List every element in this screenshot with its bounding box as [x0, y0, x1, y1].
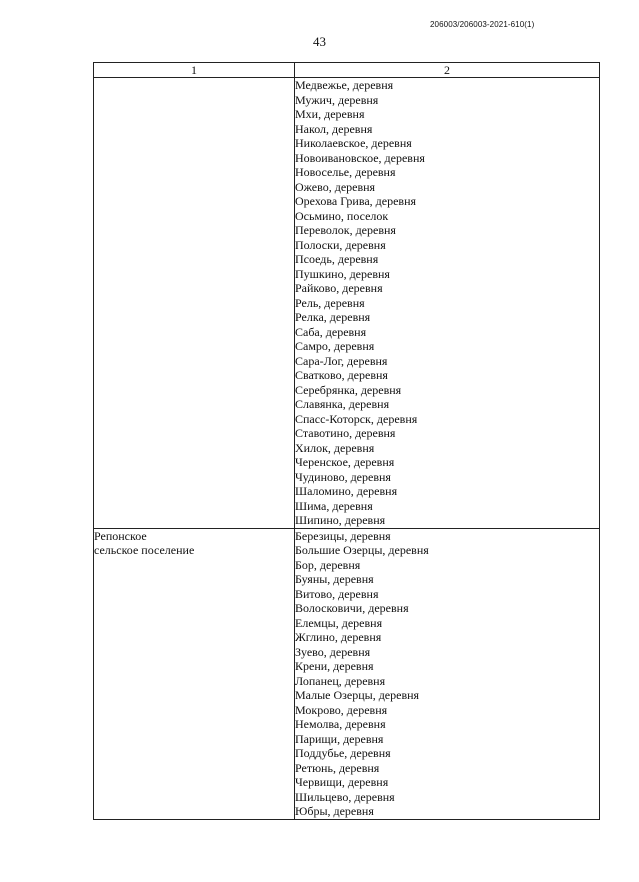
list-item: Релка, деревня — [295, 310, 371, 324]
list-item: Новоселье, деревня — [295, 165, 396, 179]
list-item: Новоивановское, деревня — [295, 150, 425, 165]
document-id: 206003/206003-2021-610(1) — [430, 20, 535, 29]
list-item: Медвежье, деревня — [295, 78, 394, 92]
list-item: Зуево, деревня — [295, 644, 371, 659]
list-item: Малые Озерцы, деревня — [295, 688, 420, 702]
list-item: Мокрово, деревня — [295, 702, 388, 717]
list-item: Славянка, деревня — [295, 397, 390, 411]
list-item: Спасс-Которск, деревня — [295, 411, 418, 426]
list-item: Орехова Грива, деревня — [295, 194, 417, 208]
list-item: Псоедь, деревня — [295, 252, 379, 266]
list-item: Крени, деревня — [295, 659, 374, 673]
settlement-cell — [94, 78, 295, 529]
list-item: Самро, деревня — [295, 339, 375, 353]
list-item: Поддубье, деревня — [295, 746, 391, 760]
list-item: Ожево, деревня — [295, 179, 376, 194]
list-item: Николаевское, деревня — [295, 136, 412, 150]
list-item: Большие Озерцы, деревня — [295, 543, 429, 557]
list-item: Витово, деревня — [295, 586, 379, 601]
places-list — [295, 529, 599, 819]
list-item: Волосковичи, деревня — [295, 601, 409, 615]
list-item: Хилок, деревня — [295, 440, 375, 455]
list-item: Парищи, деревня — [295, 731, 384, 746]
column-header-2: 2 — [295, 63, 600, 78]
list-item: Сара-Лог, деревня — [295, 353, 388, 368]
list-item: Шима, деревня — [295, 498, 373, 513]
list-item: Немолва, деревня — [295, 717, 386, 731]
list-item: Рель, деревня — [295, 295, 365, 310]
column-header-1: 1 — [94, 63, 295, 78]
list-item: Саба, деревня — [295, 324, 367, 339]
list-item: Полоски, деревня — [295, 237, 386, 252]
list-item: Ретюнь, деревня — [295, 760, 380, 775]
settlement-name: Репонское — [94, 528, 147, 543]
list-item: Пушкино, деревня — [295, 266, 390, 281]
list-item: Переволок, деревня — [295, 223, 396, 237]
settlement-cell — [94, 528, 295, 819]
list-item: Осьмино, поселок — [295, 208, 389, 223]
list-item: Шаломино, деревня — [295, 484, 398, 498]
page-number: 43 — [313, 34, 326, 49]
list-item: Чудиново, деревня — [295, 469, 391, 484]
table-header-row — [94, 63, 600, 78]
list-item: Черенское, деревня — [295, 455, 395, 469]
list-item: Мхи, деревня — [295, 107, 365, 121]
list-item: Бор, деревня — [295, 557, 361, 572]
list-item: Райково, деревня — [295, 281, 383, 295]
places-cell — [295, 78, 600, 529]
table-row — [94, 78, 600, 529]
list-item: Жглино, деревня — [295, 630, 382, 644]
places-list — [295, 78, 599, 528]
list-item: Юбры, деревня — [295, 804, 374, 818]
table-row — [94, 528, 600, 819]
list-item: Ставотино, деревня — [295, 426, 396, 440]
places-cell — [295, 528, 600, 819]
list-item: Буяны, деревня — [295, 572, 374, 586]
list-item: Шильцево, деревня — [295, 789, 395, 804]
settlement-type: сельское поселение — [94, 543, 195, 557]
list-item: Червищи, деревня — [295, 775, 389, 789]
list-item: Накол, деревня — [295, 121, 373, 136]
settlements-table — [93, 62, 600, 820]
list-item: Елемцы, деревня — [295, 615, 383, 630]
list-item: Шипино, деревня — [295, 513, 386, 527]
list-item: Мужич, деревня — [295, 92, 379, 107]
list-item: Лопанец, деревня — [295, 673, 386, 688]
list-item: Серебрянка, деревня — [295, 382, 402, 397]
list-item: Березицы, деревня — [295, 528, 391, 543]
list-item: Сватково, деревня — [295, 368, 388, 382]
